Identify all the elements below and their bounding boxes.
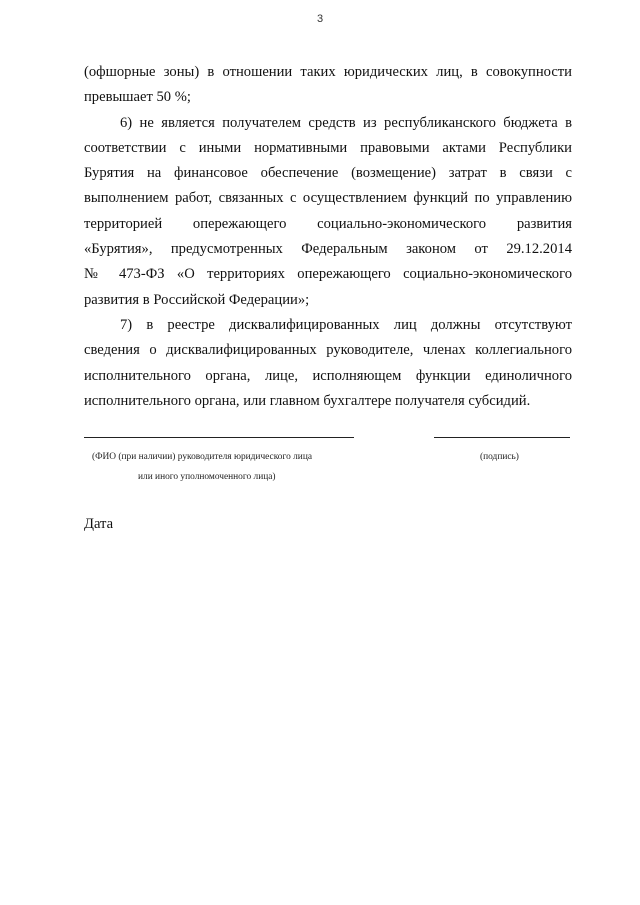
text-line: сведения о дисквалифицированных руководителе, членах коллегиального — [84, 342, 572, 359]
text-line: 6) не является получателем средств из республиканского бюджета в — [120, 114, 572, 131]
text-line: превышает 50 %; — [84, 89, 191, 106]
text-line: исполнительного органа, или главном бухгалтере получателя субсидий. — [84, 392, 531, 409]
text-line: 7) в реестре дисквалифицированных лиц должны отсутствуют — [120, 316, 572, 333]
text-line: (офшорные зоны) в отношении таких юридических лиц, в совокупности — [84, 64, 572, 80]
text-line: соответствии с иными нормативными правовыми актами Республики — [84, 139, 572, 156]
text-line: № 473-ФЗ «О территориях опережающего социально-экономического — [84, 266, 572, 283]
text-line: Бурятия на финансовое обеспечение (возмещение) затрат в связи с — [84, 165, 572, 182]
date-label: Дата — [84, 516, 114, 532]
text-line: исполнительного органа, лице, исполняющем функции единоличного — [84, 367, 572, 384]
signature-line — [434, 437, 570, 438]
name-caption: (ФИО (при наличии) руководителя юридического лица — [92, 452, 312, 462]
text-line: «Бурятия», предусмотренных Федеральным законом от 29.12.2014 — [84, 241, 572, 258]
name-signature-line — [84, 437, 354, 438]
page-number: 3 — [316, 13, 324, 25]
text-line: развития в Российской Федерации»; — [84, 291, 310, 308]
signature-caption: (подпись) — [480, 452, 519, 462]
name-caption-continuation: или иного уполномоченного лица) — [138, 472, 276, 482]
body-text — [84, 60, 572, 414]
text-line: территорией опережающего социально-экономического развития — [84, 215, 572, 232]
text-line: выполнением работ, связанных с осуществлением функций по управлению — [84, 190, 572, 207]
